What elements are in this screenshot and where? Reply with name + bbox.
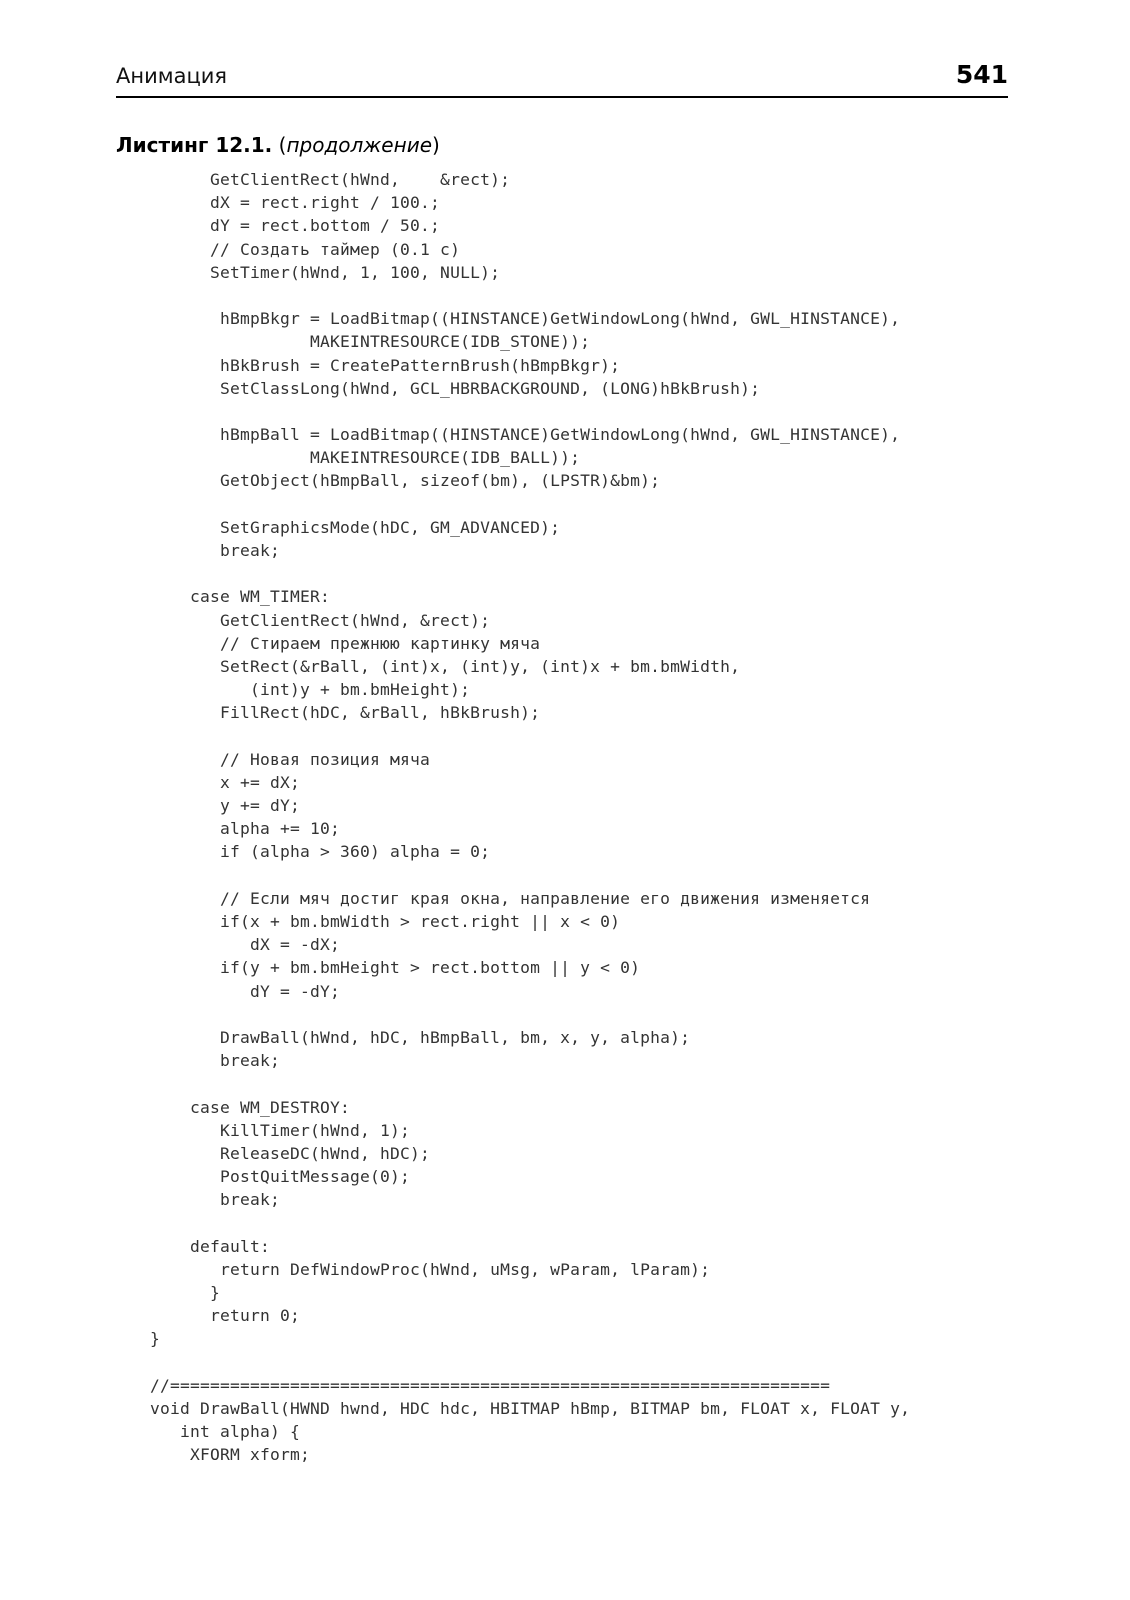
code-line: MAKEINTRESOURCE(IDB_BALL)); [150,448,581,468]
code-line: y += dY; [150,796,301,816]
code-line: return DefWindowProc(hWnd, uMsg, wParam, lParam); [150,1259,711,1279]
code-line: default: [150,1236,271,1256]
code-line: if(x + bm.bmWidth > rect.right || x < 0) [150,912,621,931]
code-line: // Новая позиция мяча [150,749,431,769]
code-line: return 0; [150,1306,301,1326]
code-line: GetClientRect(hWnd, &rect); [150,170,511,189]
code-line [150,284,1050,307]
code-line [150,1003,1050,1026]
code-line [150,864,1050,887]
code-line: //================================================================== [150,1375,831,1395]
code-line: // Если мяч достиг края окна, направление его движения изменяется [150,888,871,908]
code-line: SetRect(&rBall, (int)x, (int)y, (int)x + bm.bmWidth, [150,656,741,676]
code-line: hBmpBall = LoadBitmap((HINSTANCE)GetWindowLong(hWnd, GWL_HINSTANCE), [150,425,901,445]
code-line: FillRect(hDC, &rBall, hBkBrush); [150,703,541,723]
code-line [150,1211,1050,1234]
listing-caption [116,133,440,157]
code-line: dY = rect.bottom / 50.; [150,216,441,236]
code-line: int alpha) { [150,1422,301,1442]
code-line: void DrawBall(HWND hwnd, HDC hdc, HBITMAP hBmp, BITMAP bm, FLOAT x, FLOAT y, [150,1398,911,1418]
code-line: DrawBall(hWnd, hDC, hBmpBall, bm, x, y, alpha); [150,1027,691,1047]
code-line: (int)y + bm.bmHeight); [150,680,471,700]
code-listing [150,168,1050,1467]
code-line [150,562,1050,585]
code-line: GetClientRect(hWnd, &rect); [150,610,491,630]
code-line: if (alpha > 360) alpha = 0; [150,842,491,862]
code-line [150,1072,1050,1095]
code-line: x += dX; [150,772,301,792]
code-line: dX = rect.right / 100.; [150,193,441,213]
code-line: } [150,1329,161,1349]
code-line: hBkBrush = CreatePatternBrush(hBmpBkgr); [150,355,621,375]
page-header [116,60,1008,98]
code-line: ReleaseDC(hWnd, hDC); [150,1143,431,1163]
listing-note: продолжение [286,133,432,157]
page-number: 541 [955,60,1008,89]
code-line: SetClassLong(hWnd, GCL_HBRBACKGROUND, (LONG)hBkBrush); [150,378,761,398]
code-line: case WM_TIMER: [150,587,331,607]
code-line: KillTimer(hWnd, 1); [150,1120,411,1140]
code-line [150,725,1050,748]
code-line: if(y + bm.bmHeight > rect.bottom || y < 0) [150,958,641,978]
code-line: PostQuitMessage(0); [150,1167,411,1187]
code-line: // Стираем прежнюю картинку мяча [150,633,541,653]
code-line: SetTimer(hWnd, 1, 100, NULL); [150,262,501,282]
code-line: SetGraphicsMode(hDC, GM_ADVANCED); [150,517,561,537]
code-line: alpha += 10; [150,819,341,839]
code-line: GetObject(hBmpBall, sizeof(bm), (LPSTR)&bm); [150,471,661,491]
code-line: // Создать таймер (0.1 с) [150,239,461,259]
code-line: case WM_DESTROY: [150,1097,351,1117]
code-line [150,400,1050,423]
code-line: dX = -dX; [150,935,341,955]
code-line: } [150,1283,221,1302]
running-title: Анимация [116,64,228,88]
code-line [150,1351,1050,1374]
code-line: break; [150,1190,281,1210]
code-line [150,493,1050,516]
code-line: break; [150,1051,281,1071]
listing-note-open: ( [278,133,287,157]
code-line: XFORM xform; [150,1445,311,1465]
code-line: break; [150,541,281,560]
code-line: hBmpBkgr = LoadBitmap((HINSTANCE)GetWindowLong(hWnd, GWL_HINSTANCE), [150,309,901,329]
listing-label: Листинг 12.1. [116,133,273,157]
listing-note-close: ) [432,133,440,157]
code-line: MAKEINTRESOURCE(IDB_STONE)); [150,332,591,352]
code-line: dY = -dY; [150,981,341,1001]
